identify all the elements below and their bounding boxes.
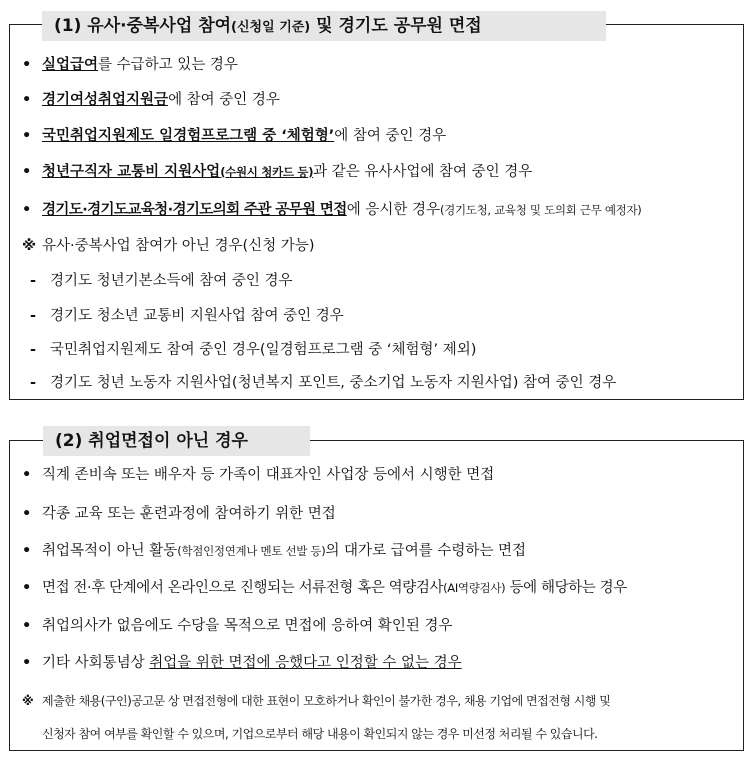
section1-item-1: • 실업급여를 수급하고 있는 경우 bbox=[22, 57, 238, 73]
section1-item-2: • 경기여성취업지원금에 참여 중인 경우 bbox=[22, 92, 280, 108]
section1-title: (1) 유사·중복사업 참여(신청일 기준) 및 경기도 공무원 면접 bbox=[42, 11, 606, 41]
section2-item-4: • 면접 전·후 단계에서 온라인으로 진행되는 서류전형 혹은 역량검사(AI역량검사) 등에 해당하는 경우 bbox=[22, 580, 627, 596]
section2-note-line2: 신청자 참여 여부를 확인할 수 있으며, 기업으로부터 해당 내용이 확인되지 않는 경우 미선정 처리될 수 있습니다. bbox=[42, 727, 598, 741]
section2-title: (2) 취업면접이 아닌 경우 bbox=[43, 426, 310, 456]
section1-note: ※ 유사·중복사업 참여가 아닌 경우(신청 가능) bbox=[22, 238, 315, 254]
section2-note-line1: ※ 제출한 채용(구인)공고문 상 면접전형에 대한 표현이 모호하거나 확인이 불가한 경우, 채용 기업에 면접전형 시행 및 bbox=[22, 694, 611, 708]
section1-item-4: • 청년구직자 교통비 지원사업(수원시 청카드 등)과 같은 유사사업에 참여 중인 경우 bbox=[22, 164, 533, 180]
section2-item-1: • 직계 존비속 또는 배우자 등 가족이 대표자인 사업장 등에서 시행한 면접 bbox=[22, 467, 495, 483]
section1-sub-item-1: - 경기도 청년기본소득에 참여 중인 경우 bbox=[30, 273, 293, 289]
section1-sub-item-2: - 경기도 청소년 교통비 지원사업 참여 중인 경우 bbox=[30, 308, 344, 324]
section2-item-6: • 기타 사회통념상 취업을 위한 면접에 응했다고 인정할 수 없는 경우 bbox=[22, 655, 462, 671]
section2-item-3: • 취업목적이 아닌 활동(학점인정연계나 멘토 선발 등)의 대가로 급여를 수령하는 면접 bbox=[22, 543, 526, 559]
section2-item-2: • 각종 교육 또는 훈련과정에 참여하기 위한 면접 bbox=[22, 506, 336, 522]
section2-item-5: • 취업의사가 없음에도 수당을 목적으로 면접에 응하여 확인된 경우 bbox=[22, 618, 453, 634]
section1-item-3: • 국민취업지원제도 일경험프로그램 중 ‘체험형’에 참여 중인 경우 bbox=[22, 128, 447, 144]
section1-sub-item-3: - 국민취업지원제도 참여 중인 경우(일경험프로그램 중 ‘체험형’ 제외) bbox=[30, 342, 477, 358]
section1-sub-item-4: - 경기도 청년 노동자 지원사업(청년복지 포인트, 중소기업 노동자 지원사업) 참여 중인 경우 bbox=[30, 375, 617, 391]
section1-item-5: • 경기도·경기도교육청·경기도의회 주관 공무원 면접에 응시한 경우(경기도청, 교육청 및 도의회 근무 예정자) bbox=[22, 202, 642, 218]
